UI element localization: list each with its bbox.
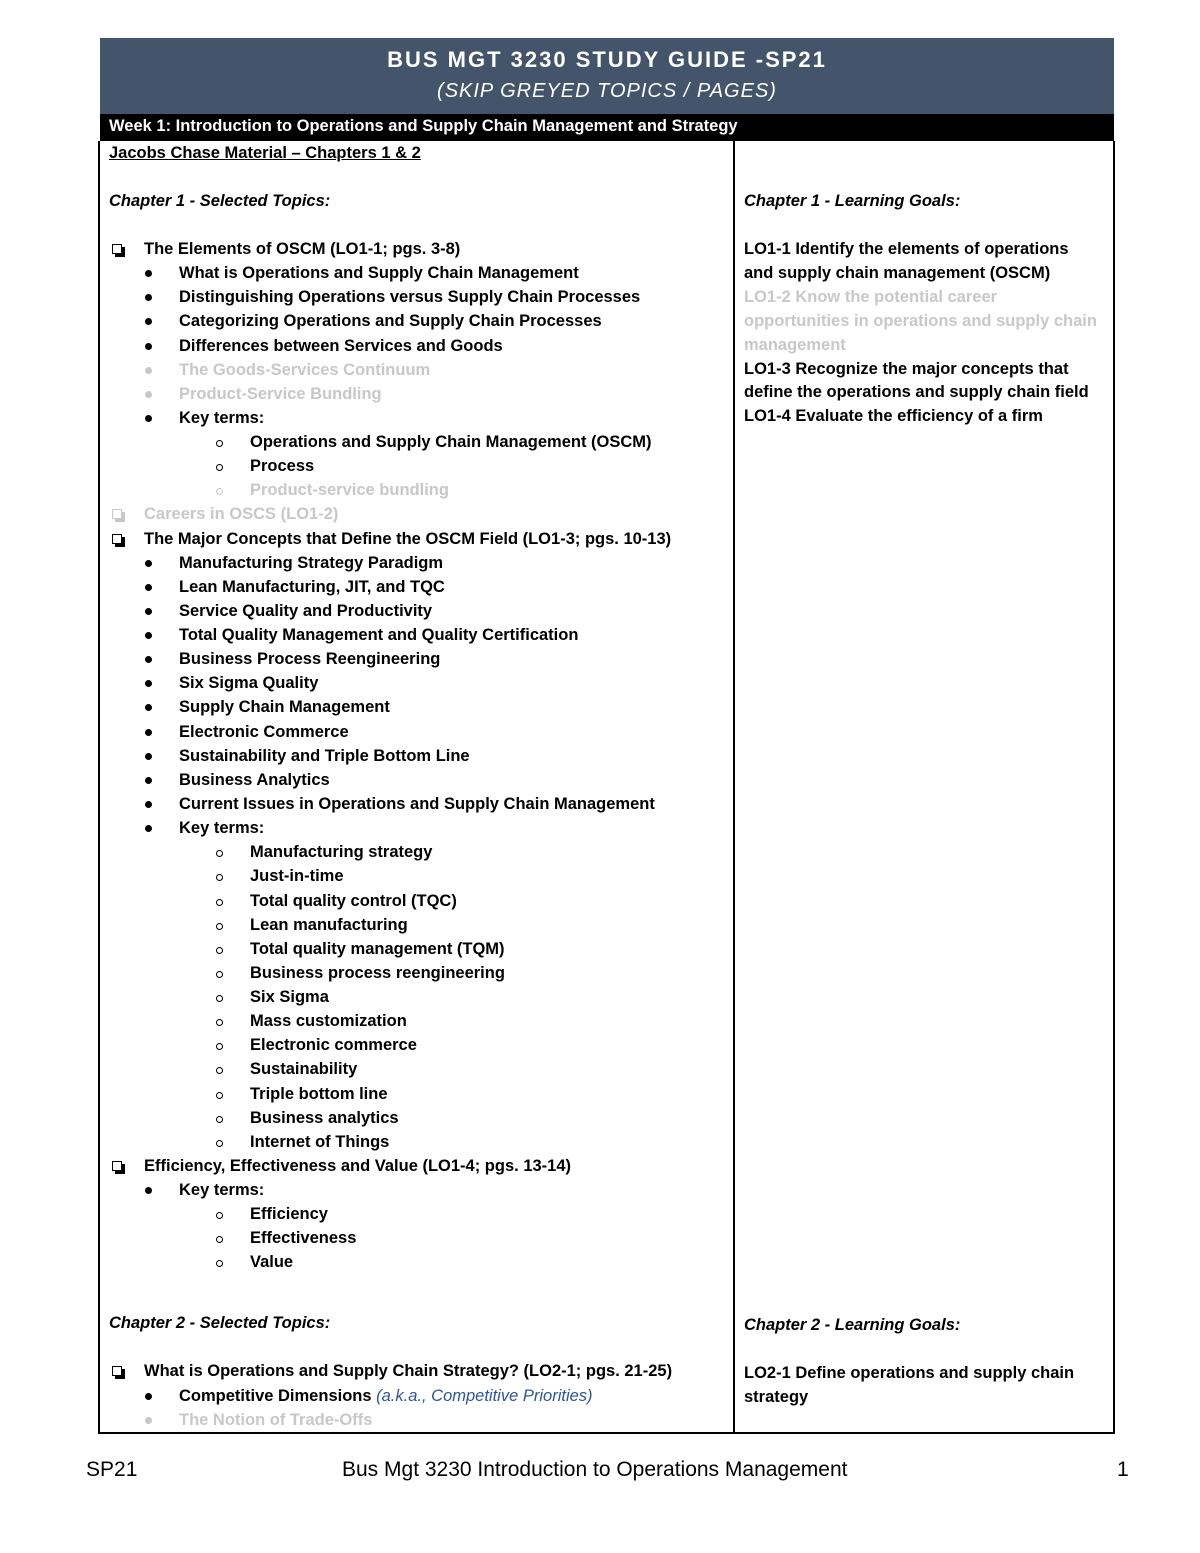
list-item-text: What is Operations and Supply Chain Management xyxy=(179,264,579,282)
list-item-text: Operations and Supply Chain Management (OSCM) xyxy=(250,433,652,451)
learning-goal-line: management xyxy=(744,336,846,354)
list-item-text: The Major Concepts that Define the OSCM Field (LO1-3; pgs. 10-13) xyxy=(144,530,672,548)
circle-bullet-icon xyxy=(216,850,223,857)
list-item-text: Mass customization xyxy=(250,1012,407,1030)
bullet-icon xyxy=(145,1417,152,1424)
list-item-text: Internet of Things xyxy=(250,1133,390,1151)
bullet-icon xyxy=(145,656,152,663)
bullet-icon xyxy=(145,801,152,808)
circle-bullet-icon xyxy=(216,1067,223,1074)
material-heading: Jacobs Chase Material – Chapters 1 & 2 xyxy=(109,144,421,162)
column-divider xyxy=(733,141,735,1433)
circle-bullet-icon xyxy=(216,947,223,954)
learning-goal-line: and supply chain management (OSCM) xyxy=(744,264,1051,282)
list-item-text: The Elements of OSCM (LO1-1; pgs. 3-8) xyxy=(144,240,461,258)
list-item-text: Business Analytics xyxy=(179,771,330,789)
title-banner xyxy=(100,38,1114,114)
list-item-text: Electronic Commerce xyxy=(179,723,349,741)
list-item-text: Supply Chain Management xyxy=(179,698,390,716)
circle-bullet-icon xyxy=(216,1043,223,1050)
footer-term: SP21 xyxy=(86,1458,138,1481)
chapter1-topics-heading: Chapter 1 - Selected Topics: xyxy=(109,192,331,210)
list-item-text: Lean manufacturing xyxy=(250,916,408,934)
circle-bullet-icon xyxy=(216,971,223,978)
circle-bullet-icon xyxy=(216,995,223,1002)
bullet-icon xyxy=(145,343,152,350)
bullet-icon xyxy=(145,729,152,736)
circle-bullet-icon xyxy=(216,874,223,881)
learning-goal-line: LO1-4 Evaluate the efficiency of a firm xyxy=(744,407,1043,425)
bullet-icon xyxy=(145,632,152,639)
bullet-icon xyxy=(145,1393,152,1400)
checkbox-icon xyxy=(112,509,122,519)
learning-goal-line: LO1-2 Know the potential career xyxy=(744,288,998,306)
learning-goal-line: LO1-1 Identify the elements of operations xyxy=(744,240,1069,258)
list-item-text: Categorizing Operations and Supply Chain Processes xyxy=(179,312,602,330)
checkbox-icon xyxy=(112,244,122,254)
circle-bullet-icon xyxy=(216,1212,223,1219)
circle-bullet-icon xyxy=(216,440,223,447)
circle-bullet-icon xyxy=(216,923,223,930)
list-item-text: Just-in-time xyxy=(250,867,344,885)
list-item-text: Sustainability and Triple Bottom Line xyxy=(179,747,470,765)
document-title: BUS MGT 3230 STUDY GUIDE -SP21 xyxy=(387,47,827,72)
chapter1-goals-heading: Chapter 1 - Learning Goals: xyxy=(744,192,961,210)
bullet-icon xyxy=(145,608,152,615)
list-item-text: Process xyxy=(250,457,315,475)
checkbox-icon xyxy=(112,534,122,544)
bullet-icon xyxy=(145,415,152,422)
week-header xyxy=(100,114,1114,141)
list-item-text: Lean Manufacturing, JIT, and TQC xyxy=(179,578,445,596)
bullet-icon xyxy=(145,560,152,567)
circle-bullet-icon xyxy=(216,1116,223,1123)
priorities-note: (a.k.a., Competitive Priorities) xyxy=(376,1387,593,1405)
checkbox-icon xyxy=(112,1161,122,1171)
bullet-icon xyxy=(145,367,152,374)
bullet-icon xyxy=(145,584,152,591)
list-item-text: Differences between Services and Goods xyxy=(179,337,503,355)
chapter2-topics-heading: Chapter 2 - Selected Topics: xyxy=(109,1314,331,1332)
list-item-text: Manufacturing strategy xyxy=(250,843,433,861)
list-item-text: Value xyxy=(250,1253,294,1271)
list-item-text: The Goods-Services Continuum xyxy=(179,361,431,379)
circle-bullet-icon xyxy=(216,1140,223,1147)
list-item-text: Business process reengineering xyxy=(250,964,505,982)
list-item-text: Efficiency, Effectiveness and Value (LO1-4; pgs. 13-14) xyxy=(144,1157,572,1175)
list-item-text: Product-service bundling xyxy=(250,481,449,499)
list-item-text: Product-Service Bundling xyxy=(179,385,382,403)
circle-bullet-icon xyxy=(216,1260,223,1267)
bullet-icon xyxy=(145,825,152,832)
circle-bullet-icon xyxy=(216,1092,223,1099)
list-item-text: Total quality management (TQM) xyxy=(250,940,505,958)
list-item-text: Distinguishing Operations versus Supply Chain Processes xyxy=(179,288,641,306)
bullet-icon xyxy=(145,391,152,398)
list-item-text: Business Process Reengineering xyxy=(179,650,441,668)
list-item-text: Six Sigma xyxy=(250,988,329,1006)
learning-goal-line: LO2-1 Define operations and supply chain xyxy=(744,1364,1075,1382)
bullet-icon xyxy=(145,704,152,711)
circle-bullet-icon xyxy=(216,1019,223,1026)
list-item-text: Manufacturing Strategy Paradigm xyxy=(179,554,444,572)
page-number: 1 xyxy=(1117,1458,1129,1481)
list-item-text: Key terms: xyxy=(179,409,265,427)
list-item-text: Sustainability xyxy=(250,1060,358,1078)
circle-bullet-icon xyxy=(216,899,223,906)
circle-bullet-icon xyxy=(216,464,223,471)
document-subtitle: (SKIP GREYED TOPICS / PAGES) xyxy=(437,80,777,102)
list-item-text: Effectiveness xyxy=(250,1229,357,1247)
footer-course: Bus Mgt 3230 Introduction to Operations Management xyxy=(342,1458,848,1481)
list-item-text: Business analytics xyxy=(250,1109,399,1127)
list-item-text: Efficiency xyxy=(250,1205,328,1223)
bullet-icon xyxy=(145,680,152,687)
circle-bullet-icon xyxy=(216,488,223,495)
learning-goal-line: opportunities in operations and supply chain xyxy=(744,312,1097,330)
bullet-icon xyxy=(145,777,152,784)
circle-bullet-icon xyxy=(216,1236,223,1243)
list-item-text: Careers in OSCS (LO1-2) xyxy=(144,505,339,523)
learning-goal-line: strategy xyxy=(744,1388,809,1406)
list-item-text: Triple bottom line xyxy=(250,1085,388,1103)
chapter2-goals-heading: Chapter 2 - Learning Goals: xyxy=(744,1316,961,1334)
bullet-icon xyxy=(145,270,152,277)
bullet-icon xyxy=(145,753,152,760)
list-item-text: Total Quality Management and Quality Certification xyxy=(179,626,579,644)
list-item-text: Electronic commerce xyxy=(250,1036,417,1054)
learning-goal-line: LO1-3 Recognize the major concepts that xyxy=(744,360,1069,378)
list-item-text: Service Quality and Productivity xyxy=(179,602,433,620)
list-item-text: Current Issues in Operations and Supply Chain Management xyxy=(179,795,655,813)
learning-goal-line: define the operations and supply chain field xyxy=(744,383,1089,401)
bullet-icon xyxy=(145,294,152,301)
week-title: Week 1: Introduction to Operations and Supply Chain Management and Strategy xyxy=(109,117,738,135)
checkbox-icon xyxy=(112,1366,122,1376)
list-item-text: Total quality control (TQC) xyxy=(250,892,457,910)
list-item-text: Key terms: xyxy=(179,1181,265,1199)
list-item-text: Six Sigma Quality xyxy=(179,674,319,692)
bullet-icon xyxy=(145,318,152,325)
bullet-icon xyxy=(145,1187,152,1194)
list-item-text: Key terms: xyxy=(179,819,265,837)
